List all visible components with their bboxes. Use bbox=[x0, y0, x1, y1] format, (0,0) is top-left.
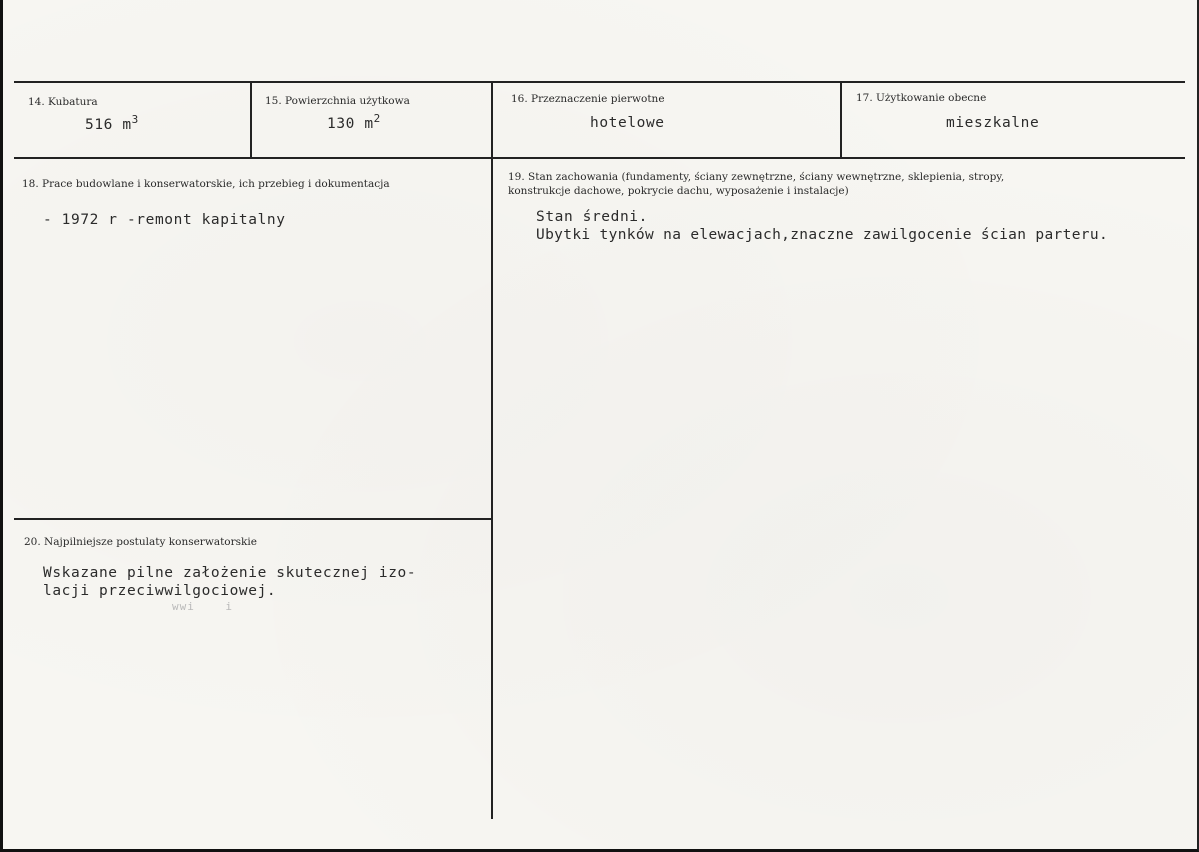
column-divider-2 bbox=[491, 83, 493, 819]
stan-label-line-1: 19. Stan zachowania (fundamenty, ściany zewnętrzne, ściany wewnętrzne, sklepienia, stropy, bbox=[508, 171, 1005, 183]
przeznaczenie-value: hotelowe bbox=[590, 115, 665, 131]
column-divider-3 bbox=[840, 83, 842, 158]
uzytkowanie-label: 17. Użytkowanie obecne bbox=[856, 92, 987, 104]
stan-value-line-2: Ubytki tynków na elewacjach,znaczne zawilgocenie ścian parteru. bbox=[536, 227, 1109, 243]
przeznaczenie-label: 16. Przeznaczenie pierwotne bbox=[511, 93, 665, 105]
prace-label: 18. Prace budowlane i konserwatorskie, ich przebieg i dokumentacja bbox=[22, 178, 390, 190]
prace-value: - 1972 r -remont kapitalny bbox=[43, 212, 286, 228]
powierzchnia-value bbox=[327, 112, 381, 134]
column-divider-1 bbox=[250, 83, 252, 158]
kubatura-value bbox=[85, 113, 139, 135]
powierzchnia-number: 130 m bbox=[327, 116, 374, 132]
postulaty-value-line-1: Wskazane pilne założenie skutecznej izo- bbox=[43, 565, 417, 581]
postulaty-label: 20. Najpilniejsze postulaty konserwatorskie bbox=[24, 536, 257, 548]
kubatura-number: 516 m bbox=[85, 117, 132, 133]
left-section-divider bbox=[14, 518, 492, 520]
stan-label-line-2: konstrukcje dachowe, pokrycie dachu, wyposażenie i instalacje) bbox=[508, 185, 849, 197]
top-rule bbox=[14, 81, 1185, 83]
powierzchnia-exponent: 2 bbox=[373, 112, 381, 125]
uzytkowanie-value: mieszkalne bbox=[946, 115, 1040, 131]
stan-value-line-1: Stan średni. bbox=[536, 209, 648, 225]
kubatura-label: 14. Kubatura bbox=[28, 96, 98, 108]
postulaty-value-line-2: lacji przeciwwilgociowej. bbox=[43, 583, 277, 599]
row-divider-top bbox=[14, 157, 1185, 159]
faded-typing-mark: wwi i bbox=[172, 600, 233, 613]
kubatura-exponent: 3 bbox=[131, 113, 139, 126]
powierzchnia-label: 15. Powierzchnia użytkowa bbox=[265, 95, 410, 107]
